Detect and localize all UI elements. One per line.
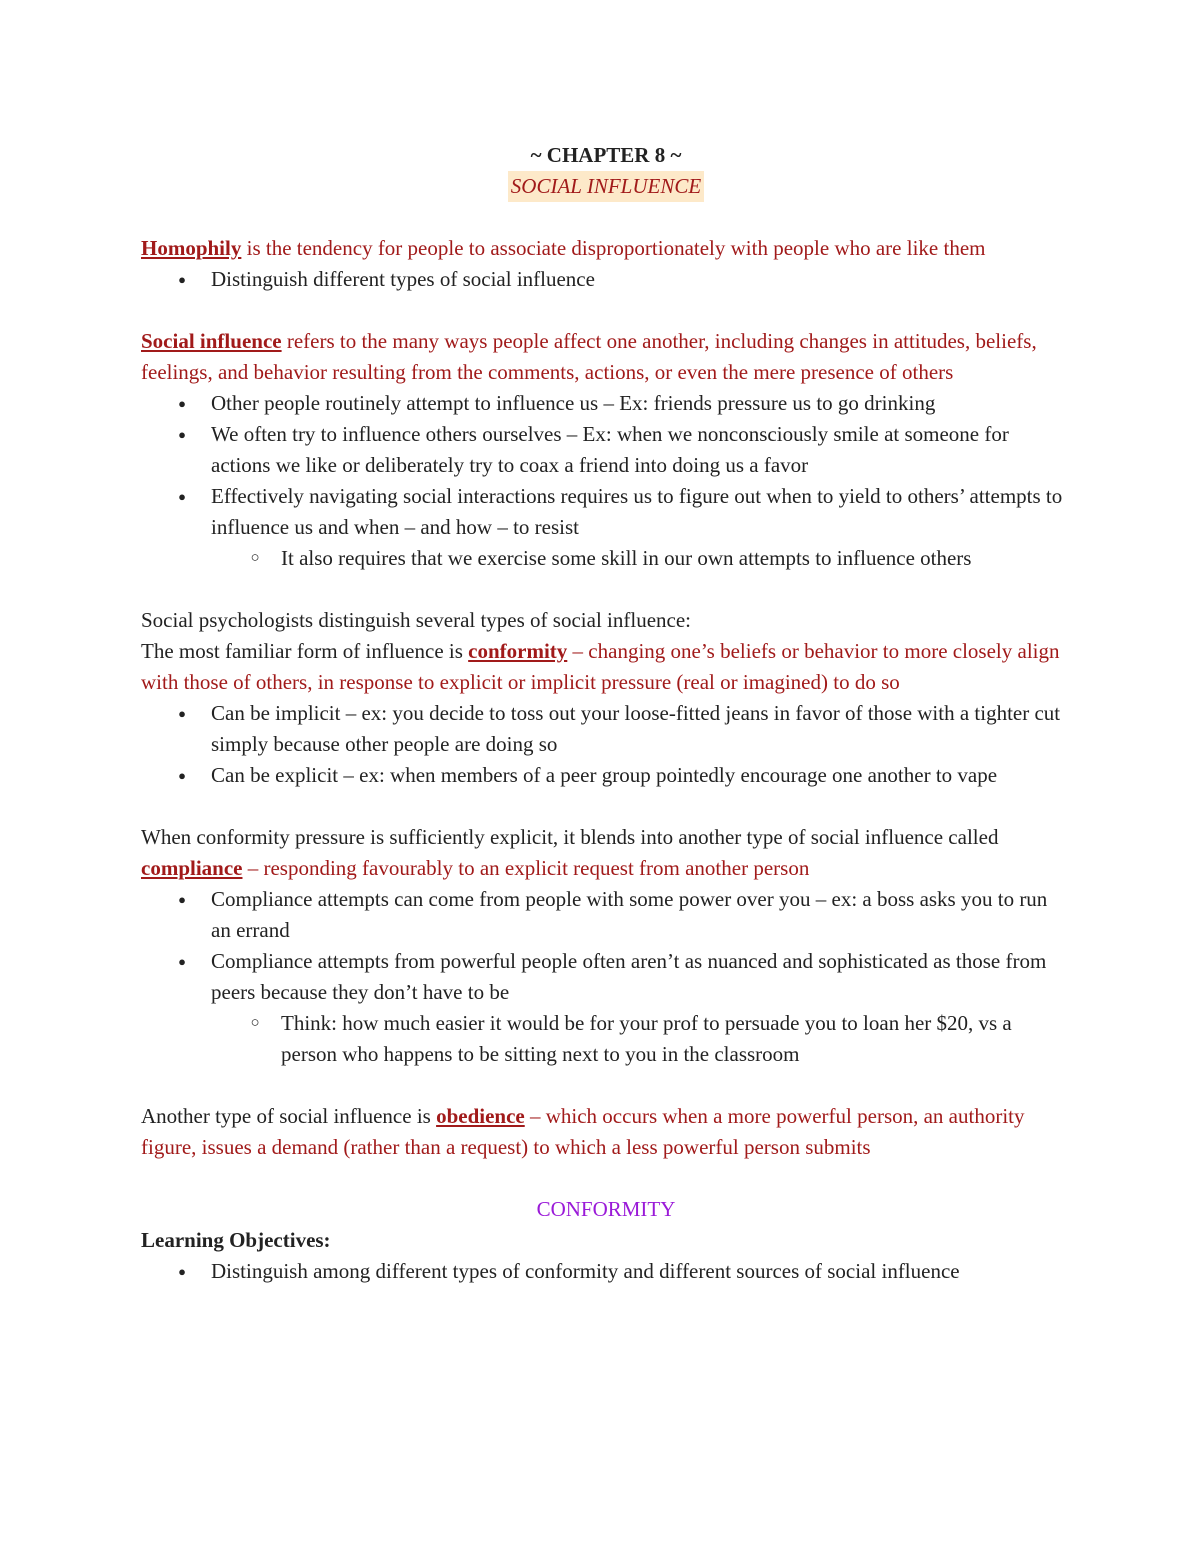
bullet-icon: ●	[178, 1264, 186, 1279]
homophily-definition: is the tendency for people to associate disproportionately with people who are like them	[241, 236, 986, 260]
list-item-text: Can be implicit – ex: you decide to toss out your loose-fitted jeans in favor of those with a tighter cut simply because other people are doing so	[211, 701, 1061, 756]
compliance-term: compliance	[141, 856, 243, 880]
conformity-paragraph	[141, 636, 1071, 698]
compliance-paragraph	[141, 822, 1071, 884]
bullet-icon: ●	[178, 427, 186, 442]
list-item	[141, 698, 1071, 760]
sub-list-item	[141, 1008, 1071, 1070]
learning-objectives-label: Learning Objectives:	[141, 1228, 331, 1252]
social-influence-paragraph	[141, 326, 1071, 388]
hollow-bullet-icon: ○	[250, 550, 260, 566]
compliance-definition: – responding favourably to an explicit request from another person	[242, 856, 810, 880]
spacer	[141, 1070, 1071, 1101]
list-item-text: Compliance attempts from powerful people often aren’t as nuanced and sophisticated as those from peers because they don’t have to be	[211, 949, 1047, 1004]
social-influence-term: Social influence	[141, 329, 282, 353]
social-influence-list	[141, 388, 1071, 574]
bullet-icon: ●	[178, 396, 186, 411]
types-intro: Social psychologists distinguish several types of social influence:	[141, 608, 691, 632]
compliance-list	[141, 884, 1071, 1070]
document-page	[141, 140, 1071, 1287]
list-item-text: Distinguish among different types of conformity and different sources of social influence	[211, 1259, 960, 1283]
conformity-definition: – changing one’s beliefs or behavior to more closely align with those of others, in response to explicit or implicit pressure (real or imagined) to do so	[141, 639, 1060, 694]
list-item	[141, 1256, 1071, 1287]
chapter-title: ~ CHAPTER 8 ~	[530, 143, 682, 167]
list-item-text: Effectively navigating social interactions requires us to figure out when to yield to others’ attempts to influence us and when – and how – to resist	[211, 484, 1063, 539]
obedience-lead: Another type of social influence is	[141, 1104, 437, 1128]
obedience-definition: – which occurs when a more powerful person, an authority figure, issues a demand (rather than a request) to which a less powerful person submits	[141, 1104, 1025, 1159]
bullet-icon: ●	[178, 706, 186, 721]
conformity-term: conformity	[468, 639, 568, 663]
subtitle-wrap	[141, 171, 1071, 202]
spacer	[141, 791, 1071, 822]
list-item-text: We often try to influence others ourselves – Ex: when we nonconsciously smile at someone for actions we like or deliberately try to coax a friend into doing us a favor	[211, 422, 1009, 477]
compliance-lead: When conformity pressure is sufficiently explicit, it blends into another type of social influence called	[141, 825, 999, 849]
spacer	[141, 295, 1071, 326]
sub-list-item	[141, 543, 1071, 574]
list-item-text: Compliance attempts can come from people with some power over you – ex: a boss asks you to run an errand	[211, 887, 1048, 942]
list-item-text: Can be explicit – ex: when members of a peer group pointedly encourage one another to vape	[211, 763, 998, 787]
chapter-subtitle: SOCIAL INFLUENCE	[508, 171, 704, 202]
conformity-heading: CONFORMITY	[536, 1197, 676, 1221]
list-item	[141, 388, 1071, 419]
bullet-icon: ●	[178, 892, 186, 907]
list-item-text: Think: how much easier it would be for your prof to persuade you to loan her $20, vs a person who happens to be sitting next to you in the classroom	[281, 1011, 1012, 1066]
list-item	[141, 760, 1071, 791]
conformity-list	[141, 698, 1071, 791]
list-item	[141, 946, 1071, 1008]
hollow-bullet-icon: ○	[250, 1015, 260, 1031]
list-item	[141, 264, 1071, 295]
spacer	[141, 202, 1071, 233]
bullet-icon: ●	[178, 768, 186, 783]
homophily-paragraph	[141, 233, 1071, 264]
bullet-icon: ●	[178, 954, 186, 969]
objectives-list	[141, 1256, 1071, 1287]
conformity-lead: The most familiar form of influence is	[141, 639, 469, 663]
list-item	[141, 481, 1071, 543]
list-item	[141, 884, 1071, 946]
list-item-text: Other people routinely attempt to influence us – Ex: friends pressure us to go drinking	[211, 391, 936, 415]
spacer	[141, 574, 1071, 605]
obedience-term: obedience	[436, 1104, 525, 1128]
homophily-list	[141, 264, 1071, 295]
social-influence-definition: refers to the many ways people affect one another, including changes in attitudes, beliefs, feelings, and behavior resulting from the comments, actions, or even the mere presence of others	[141, 329, 1037, 384]
obedience-paragraph	[141, 1101, 1071, 1163]
bullet-icon: ●	[178, 489, 186, 504]
spacer	[141, 1163, 1071, 1194]
list-item	[141, 419, 1071, 481]
bullet-icon: ●	[178, 272, 186, 287]
list-item-text: Distinguish different types of social influence	[211, 267, 595, 291]
list-item-text: It also requires that we exercise some skill in our own attempts to influence others	[281, 546, 972, 570]
homophily-term: Homophily	[141, 236, 242, 260]
